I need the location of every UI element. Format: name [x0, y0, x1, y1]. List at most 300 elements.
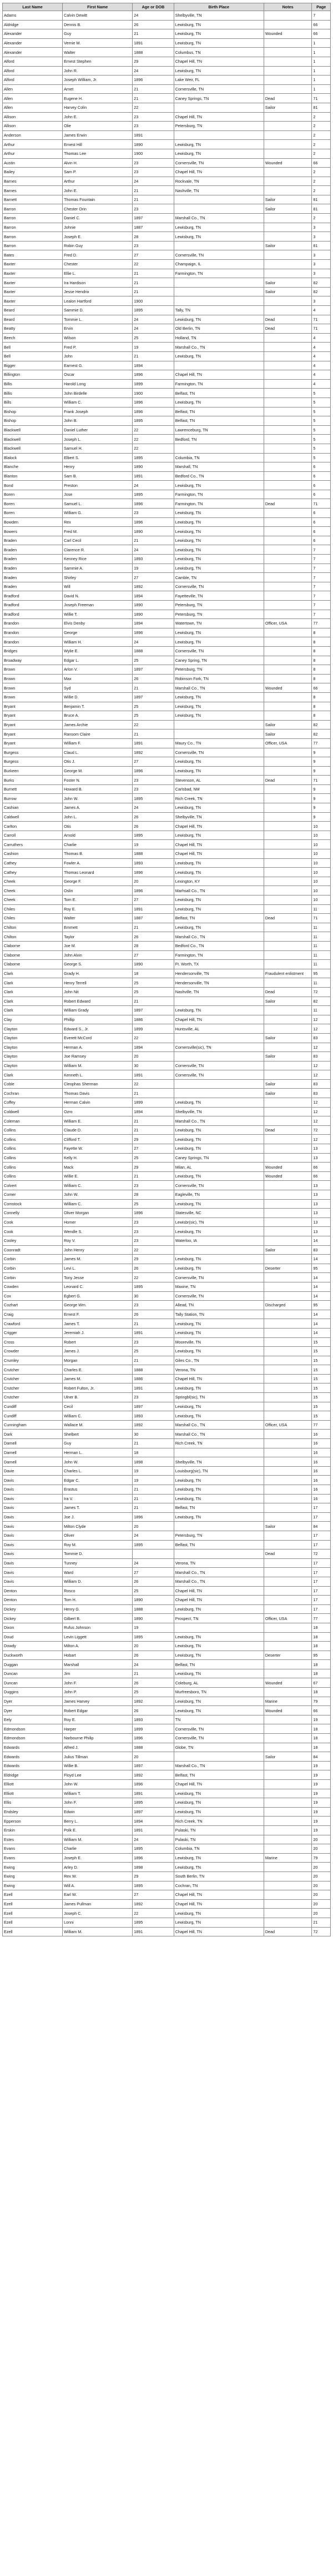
notes-cell	[264, 1623, 311, 1632]
age-or-dob-cell: 22	[133, 1273, 174, 1282]
notes-cell	[264, 1439, 311, 1448]
first-name-cell: David N.	[63, 591, 133, 601]
birth-place-cell: Cornersville, TN	[174, 646, 264, 656]
birth-place-cell: Shelbyville, TN	[174, 812, 264, 822]
page-cell: 7	[312, 573, 331, 582]
first-name-cell: Cecil	[63, 1402, 133, 1411]
page-cell: 5	[312, 398, 331, 407]
last-name-cell: Clayton	[3, 1033, 63, 1043]
table-row	[3, 1383, 331, 1393]
birth-place-cell: Tally Station, TN	[174, 1310, 264, 1319]
age-or-dob-cell: 25	[133, 1586, 174, 1596]
birth-place-cell: Marshall Co., TN	[174, 1568, 264, 1577]
first-name-cell: William T.	[63, 1789, 133, 1798]
first-name-cell: Kelly H.	[63, 1153, 133, 1163]
age-or-dob-cell: 1896	[133, 1512, 174, 1522]
birth-place-cell: Belfast, TN	[174, 416, 264, 426]
age-or-dob-cell: 24	[133, 637, 174, 647]
last-name-cell: Blackwell	[3, 425, 63, 435]
page-cell: 18	[312, 1688, 331, 1697]
birth-place-cell	[174, 1245, 264, 1255]
first-name-cell: Earl W.	[63, 1890, 133, 1900]
birth-place-cell	[174, 1033, 264, 1043]
last-name-cell: Allen	[3, 84, 63, 94]
last-name-cell: Duncan	[3, 1678, 63, 1688]
notes-cell	[264, 232, 311, 242]
age-or-dob-cell: 21	[133, 1439, 174, 1448]
notes-cell	[264, 1006, 311, 1015]
last-name-cell: Allen	[3, 103, 63, 112]
last-name-cell: Dickey	[3, 1614, 63, 1623]
table-row	[3, 738, 331, 748]
page-cell: 18	[312, 1660, 331, 1669]
first-name-cell: Daniel C.	[63, 214, 133, 223]
page-cell: 11	[312, 904, 331, 914]
first-name-cell: Daniel Luther	[63, 425, 133, 435]
last-name-cell: Davis	[3, 1568, 63, 1577]
page-cell: 20	[312, 1881, 331, 1890]
birth-place-cell: Lewisburg, TN	[174, 1411, 264, 1421]
last-name-cell: Dickey	[3, 1604, 63, 1614]
notes-cell	[264, 517, 311, 527]
last-name-cell: Davis	[3, 1503, 63, 1513]
page-cell: 5	[312, 425, 331, 435]
first-name-cell: Thomas Fountain	[63, 195, 133, 204]
age-or-dob-cell: 1895	[133, 416, 174, 426]
birth-place-cell: Lewisburg, TN	[174, 831, 264, 840]
last-name-cell: Ewing	[3, 1863, 63, 1872]
last-name-cell: Denton	[3, 1596, 63, 1605]
age-or-dob-cell: 29	[133, 1163, 174, 1172]
notes-cell	[264, 849, 311, 859]
first-name-cell: James T.	[63, 1503, 133, 1513]
last-name-cell: Evans	[3, 1844, 63, 1854]
first-name-cell: Alfred J.	[63, 1743, 133, 1752]
page-cell: 15	[312, 1365, 331, 1375]
page-cell: 9	[312, 812, 331, 822]
page-cell: 1	[312, 84, 331, 94]
page-cell: 15	[312, 1347, 331, 1356]
first-name-cell: Sam P.	[63, 168, 133, 177]
birth-place-cell: Lewisburg, TN	[174, 628, 264, 637]
table-row	[3, 195, 331, 204]
age-or-dob-cell: 19	[133, 564, 174, 573]
birth-place-cell: Lewisburg, TN	[174, 1494, 264, 1503]
page-cell: 2	[312, 130, 331, 140]
page-cell: 4	[312, 379, 331, 389]
page-cell: 5	[312, 444, 331, 453]
first-name-cell: Jose	[63, 490, 133, 499]
last-name-cell: Burnett	[3, 784, 63, 794]
notes-cell: Sailor	[264, 287, 311, 296]
last-name-cell: Cashion	[3, 849, 63, 859]
notes-cell	[264, 1209, 311, 1218]
first-name-cell: Samuel H.	[63, 444, 133, 453]
birth-place-cell: Lewisburg, TN	[174, 803, 264, 813]
first-name-cell: Rufus Johnson	[63, 1623, 133, 1632]
page-cell: 12	[312, 1116, 331, 1126]
birth-place-cell: Marshall Co., TN	[174, 1430, 264, 1439]
first-name-cell: Edward S., Jr.	[63, 1024, 133, 1034]
age-or-dob-cell: 1888	[133, 1365, 174, 1375]
notes-cell	[264, 822, 311, 831]
first-name-cell: William C.	[63, 1181, 133, 1190]
table-row	[3, 158, 331, 168]
age-or-dob-cell: 24	[133, 11, 174, 21]
age-or-dob-cell: 20	[133, 1642, 174, 1651]
first-name-cell: George F.	[63, 877, 133, 886]
table-row	[3, 370, 331, 380]
table-row	[3, 1217, 331, 1227]
age-or-dob-cell: 1894	[133, 361, 174, 370]
age-or-dob-cell: 25	[133, 656, 174, 665]
age-or-dob-cell: 21	[133, 29, 174, 39]
page-cell: 15	[312, 1337, 331, 1347]
last-name-cell: Cochran	[3, 1089, 63, 1098]
age-or-dob-cell: 22	[133, 444, 174, 453]
last-name-cell: Coleman	[3, 1116, 63, 1126]
page-cell: 14	[312, 1319, 331, 1329]
age-or-dob-cell: 25	[133, 978, 174, 988]
notes-cell	[264, 1457, 311, 1467]
table-row	[3, 260, 331, 269]
table-row	[3, 1540, 331, 1549]
age-or-dob-cell: 20	[133, 877, 174, 886]
birth-place-cell: Carlsbad, NM	[174, 784, 264, 794]
last-name-cell: Collins	[3, 1135, 63, 1144]
page-cell: 95	[312, 1651, 331, 1660]
table-row	[3, 757, 331, 767]
birth-place-cell: Pulaski, TN	[174, 1825, 264, 1835]
first-name-cell: Joe Ramsey	[63, 1052, 133, 1061]
page-cell: 20	[312, 1835, 331, 1844]
last-name-cell: Clayton	[3, 1024, 63, 1034]
notes-cell: Sailor	[264, 1245, 311, 1255]
age-or-dob-cell: 21	[133, 683, 174, 693]
page-cell: 4	[312, 333, 331, 343]
page-cell: 10	[312, 840, 331, 849]
page-cell: 6	[312, 536, 331, 545]
age-or-dob-cell: 23	[133, 1227, 174, 1236]
table-row	[3, 1909, 331, 1918]
notes-cell	[264, 1807, 311, 1817]
last-name-cell: Braden	[3, 555, 63, 564]
last-name-cell: Davis	[3, 1531, 63, 1540]
first-name-cell: Ulner B.	[63, 1393, 133, 1402]
age-or-dob-cell: 24	[133, 66, 174, 76]
last-name-cell: Chilton	[3, 923, 63, 932]
first-name-cell: Clarence R.	[63, 545, 133, 555]
last-name-cell: Beard	[3, 315, 63, 324]
page-cell: 15	[312, 1393, 331, 1402]
notes-cell	[264, 794, 311, 803]
birth-place-cell: Louisburg(sic), TN	[174, 1466, 264, 1476]
table-row	[3, 76, 331, 85]
table-row	[3, 665, 331, 675]
table-row	[3, 1227, 331, 1236]
last-name-cell: Clayton	[3, 1052, 63, 1061]
last-name-cell: Burks	[3, 776, 63, 785]
notes-cell: Sailor	[264, 195, 311, 204]
last-name-cell: Aldridge	[3, 20, 63, 29]
age-or-dob-cell: 1895	[133, 1632, 174, 1642]
last-name-cell: Bryant	[3, 729, 63, 739]
notes-cell	[264, 1411, 311, 1421]
first-name-cell: Elbert S.	[63, 453, 133, 462]
last-name-cell: Duggan	[3, 1660, 63, 1669]
notes-cell: Dead	[264, 94, 311, 103]
page-cell: 82	[312, 997, 331, 1006]
page-cell: 12	[312, 1098, 331, 1108]
table-row	[3, 94, 331, 103]
last-name-cell: Cundiff	[3, 1411, 63, 1421]
table-row	[3, 11, 331, 21]
first-name-cell: Edwin	[63, 1807, 133, 1817]
first-name-cell: John L.	[63, 812, 133, 822]
first-name-cell: Fred M.	[63, 527, 133, 536]
birth-place-cell: Lewisburg, TN	[174, 692, 264, 702]
last-name-cell: Clark	[3, 969, 63, 978]
notes-cell	[264, 1558, 311, 1568]
birth-place-cell: Stevenson, AL	[174, 776, 264, 785]
page-cell: 12	[312, 1061, 331, 1070]
age-or-dob-cell: 23	[133, 1236, 174, 1245]
page-cell: 3	[312, 223, 331, 232]
age-or-dob-cell: 1895	[133, 1282, 174, 1291]
table-row	[3, 822, 331, 831]
age-or-dob-cell: 1888	[133, 849, 174, 859]
table-row	[3, 232, 331, 242]
birth-place-cell	[174, 1448, 264, 1457]
page-cell: 13	[312, 1181, 331, 1190]
last-name-cell: Cozhart	[3, 1301, 63, 1310]
age-or-dob-cell: 30	[133, 1061, 174, 1070]
table-row	[3, 941, 331, 950]
page-cell: 14	[312, 1291, 331, 1301]
first-name-cell: Everett McCord	[63, 1033, 133, 1043]
age-or-dob-cell: 24	[133, 1660, 174, 1669]
table-row	[3, 324, 331, 334]
last-name-cell: Braden	[3, 582, 63, 591]
page-cell: 95	[312, 1301, 331, 1310]
last-name-cell: Clark	[3, 978, 63, 988]
notes-cell: Sailor	[264, 1033, 311, 1043]
page-cell: 17	[312, 1596, 331, 1605]
first-name-cell: Eugene H.	[63, 94, 133, 103]
first-name-cell: Jesse Hendrix	[63, 287, 133, 296]
age-or-dob-cell: 26	[133, 1310, 174, 1319]
table-row	[3, 343, 331, 352]
age-or-dob-cell: 1897	[133, 1761, 174, 1770]
notes-cell	[264, 453, 311, 462]
first-name-cell: Berry L.	[63, 1817, 133, 1826]
first-name-cell: Wylie E.	[63, 646, 133, 656]
table-row	[3, 1651, 331, 1660]
first-name-cell: Kenney Rice	[63, 555, 133, 564]
age-or-dob-cell: 1894	[133, 1817, 174, 1826]
first-name-cell: Robert Edgar	[63, 1706, 133, 1715]
last-name-cell: Brandon	[3, 619, 63, 628]
age-or-dob-cell: 23	[133, 241, 174, 250]
first-name-cell: Guy	[63, 1439, 133, 1448]
page-cell: 5	[312, 416, 331, 426]
page-cell: 16	[312, 1439, 331, 1448]
table-row	[3, 527, 331, 536]
notes-cell	[264, 803, 311, 813]
first-name-cell: Clifford T.	[63, 1135, 133, 1144]
first-name-cell: Marshall	[63, 1660, 133, 1669]
first-name-cell: Edgar C.	[63, 1476, 133, 1485]
notes-cell	[264, 1660, 311, 1669]
first-name-cell: John W.	[63, 1457, 133, 1467]
last-name-cell: Cook	[3, 1217, 63, 1227]
table-row	[3, 333, 331, 343]
first-name-cell: Dennis B.	[63, 20, 133, 29]
notes-cell: Sailor	[264, 1089, 311, 1098]
birth-place-cell: Maxine, TN	[174, 1282, 264, 1291]
last-name-cell: Bates	[3, 250, 63, 260]
notes-cell	[264, 1043, 311, 1052]
age-or-dob-cell: 26	[133, 20, 174, 29]
first-name-cell: William M.	[63, 1061, 133, 1070]
table-row	[3, 1596, 331, 1605]
table-row	[3, 812, 331, 822]
last-name-cell: Corbin	[3, 1255, 63, 1264]
age-or-dob-cell: 23	[133, 776, 174, 785]
birth-place-cell: Lewisburg, TN	[174, 757, 264, 767]
table-row	[3, 536, 331, 545]
birth-place-cell: Belfast, TN	[174, 389, 264, 398]
notes-cell	[264, 1236, 311, 1245]
page-cell: 11	[312, 960, 331, 969]
notes-cell	[264, 978, 311, 988]
notes-cell	[264, 1107, 311, 1116]
birth-place-cell: Lewisburg, TN	[174, 1706, 264, 1715]
page-cell: 17	[312, 1558, 331, 1568]
last-name-cell: Billington	[3, 370, 63, 380]
notes-cell	[264, 140, 311, 149]
birth-place-cell: Farmington, TN	[174, 269, 264, 278]
last-name-cell: Burgess	[3, 748, 63, 757]
table-row	[3, 1558, 331, 1568]
notes-cell	[264, 11, 311, 21]
page-cell: 9	[312, 794, 331, 803]
birth-place-cell: Columbia, TN	[174, 1844, 264, 1854]
notes-cell	[264, 416, 311, 426]
page-cell: 3	[312, 250, 331, 260]
age-or-dob-cell: 1896	[133, 868, 174, 877]
birth-place-cell: Lewisburg, TN	[174, 1604, 264, 1614]
age-or-dob-cell: 21	[133, 269, 174, 278]
last-name-cell: Davis	[3, 1512, 63, 1522]
last-name-cell: Clark	[3, 1006, 63, 1015]
first-name-cell: Mack	[63, 1163, 133, 1172]
page-cell: 16	[312, 1457, 331, 1467]
age-or-dob-cell: 19	[133, 1476, 174, 1485]
table-row	[3, 729, 331, 739]
notes-cell	[264, 1181, 311, 1190]
notes-cell	[264, 1098, 311, 1108]
age-or-dob-cell: 23	[133, 784, 174, 794]
first-name-cell: Fred D.	[63, 250, 133, 260]
table-row	[3, 140, 331, 149]
last-name-cell: Davie	[3, 1466, 63, 1476]
notes-cell	[264, 1761, 311, 1770]
birth-place-cell: Lewisburg, TN	[174, 1632, 264, 1642]
table-row	[3, 168, 331, 177]
table-row	[3, 1310, 331, 1319]
age-or-dob-cell: 19	[133, 840, 174, 849]
age-or-dob-cell: 27	[133, 1568, 174, 1577]
notes-cell	[264, 1531, 311, 1540]
table-row	[3, 1697, 331, 1706]
notes-cell	[264, 941, 311, 950]
last-name-cell: Crumley	[3, 1356, 63, 1365]
first-name-cell: Ransom Claire	[63, 729, 133, 739]
table-row	[3, 490, 331, 499]
notes-cell: Dead	[264, 776, 311, 785]
age-or-dob-cell: 1891	[133, 471, 174, 481]
table-row	[3, 1282, 331, 1291]
notes-cell: Sailor	[264, 278, 311, 288]
table-row	[3, 1623, 331, 1632]
page-cell: 71	[312, 499, 331, 509]
notes-cell	[264, 509, 311, 518]
page-cell: 20	[312, 1909, 331, 1918]
column-header-birth-place: Birth Place	[174, 3, 264, 11]
birth-place-cell: Lewisburg, TN	[174, 1171, 264, 1181]
birth-place-cell	[174, 130, 264, 140]
age-or-dob-cell: 25	[133, 333, 174, 343]
birth-place-cell: Lewisburg, TN	[174, 536, 264, 545]
birth-place-cell: Huntsville, AL	[174, 1024, 264, 1034]
first-name-cell: Johnie	[63, 223, 133, 232]
first-name-cell: Sammie D.	[63, 306, 133, 315]
birth-place-cell	[174, 361, 264, 370]
table-row	[3, 656, 331, 665]
last-name-cell: Coffey	[3, 1098, 63, 1108]
age-or-dob-cell: 24	[133, 545, 174, 555]
page-cell: 13	[312, 1190, 331, 1200]
table-row	[3, 1116, 331, 1126]
first-name-cell: Sam B.	[63, 471, 133, 481]
column-header-first-name: First Name	[63, 3, 133, 11]
first-name-cell: Henry G.	[63, 1604, 133, 1614]
table-row	[3, 1393, 331, 1402]
birth-place-cell: Chapel Hill, TN	[174, 112, 264, 122]
page-cell: 6	[312, 462, 331, 472]
age-or-dob-cell: 1890	[133, 610, 174, 619]
age-or-dob-cell: 1892	[133, 1770, 174, 1780]
last-name-cell: Ewing	[3, 1871, 63, 1881]
first-name-cell: Harold Long	[63, 379, 133, 389]
age-or-dob-cell: 27	[133, 895, 174, 905]
last-name-cell: Bigger	[3, 361, 63, 370]
first-name-cell: Rex W.	[63, 1871, 133, 1881]
birth-place-cell: Lewisburg, TN	[174, 1651, 264, 1660]
age-or-dob-cell: 23	[133, 158, 174, 168]
last-name-cell: Allison	[3, 122, 63, 131]
notes-cell	[264, 784, 311, 794]
page-cell: 17	[312, 1503, 331, 1513]
birth-place-cell	[174, 241, 264, 250]
last-name-cell: Edwards	[3, 1761, 63, 1770]
age-or-dob-cell: 1897	[133, 665, 174, 675]
table-row	[3, 1291, 331, 1301]
birth-place-cell: Lewisburg, TN	[174, 1098, 264, 1108]
last-name-cell: Alexander	[3, 38, 63, 48]
table-row	[3, 904, 331, 914]
